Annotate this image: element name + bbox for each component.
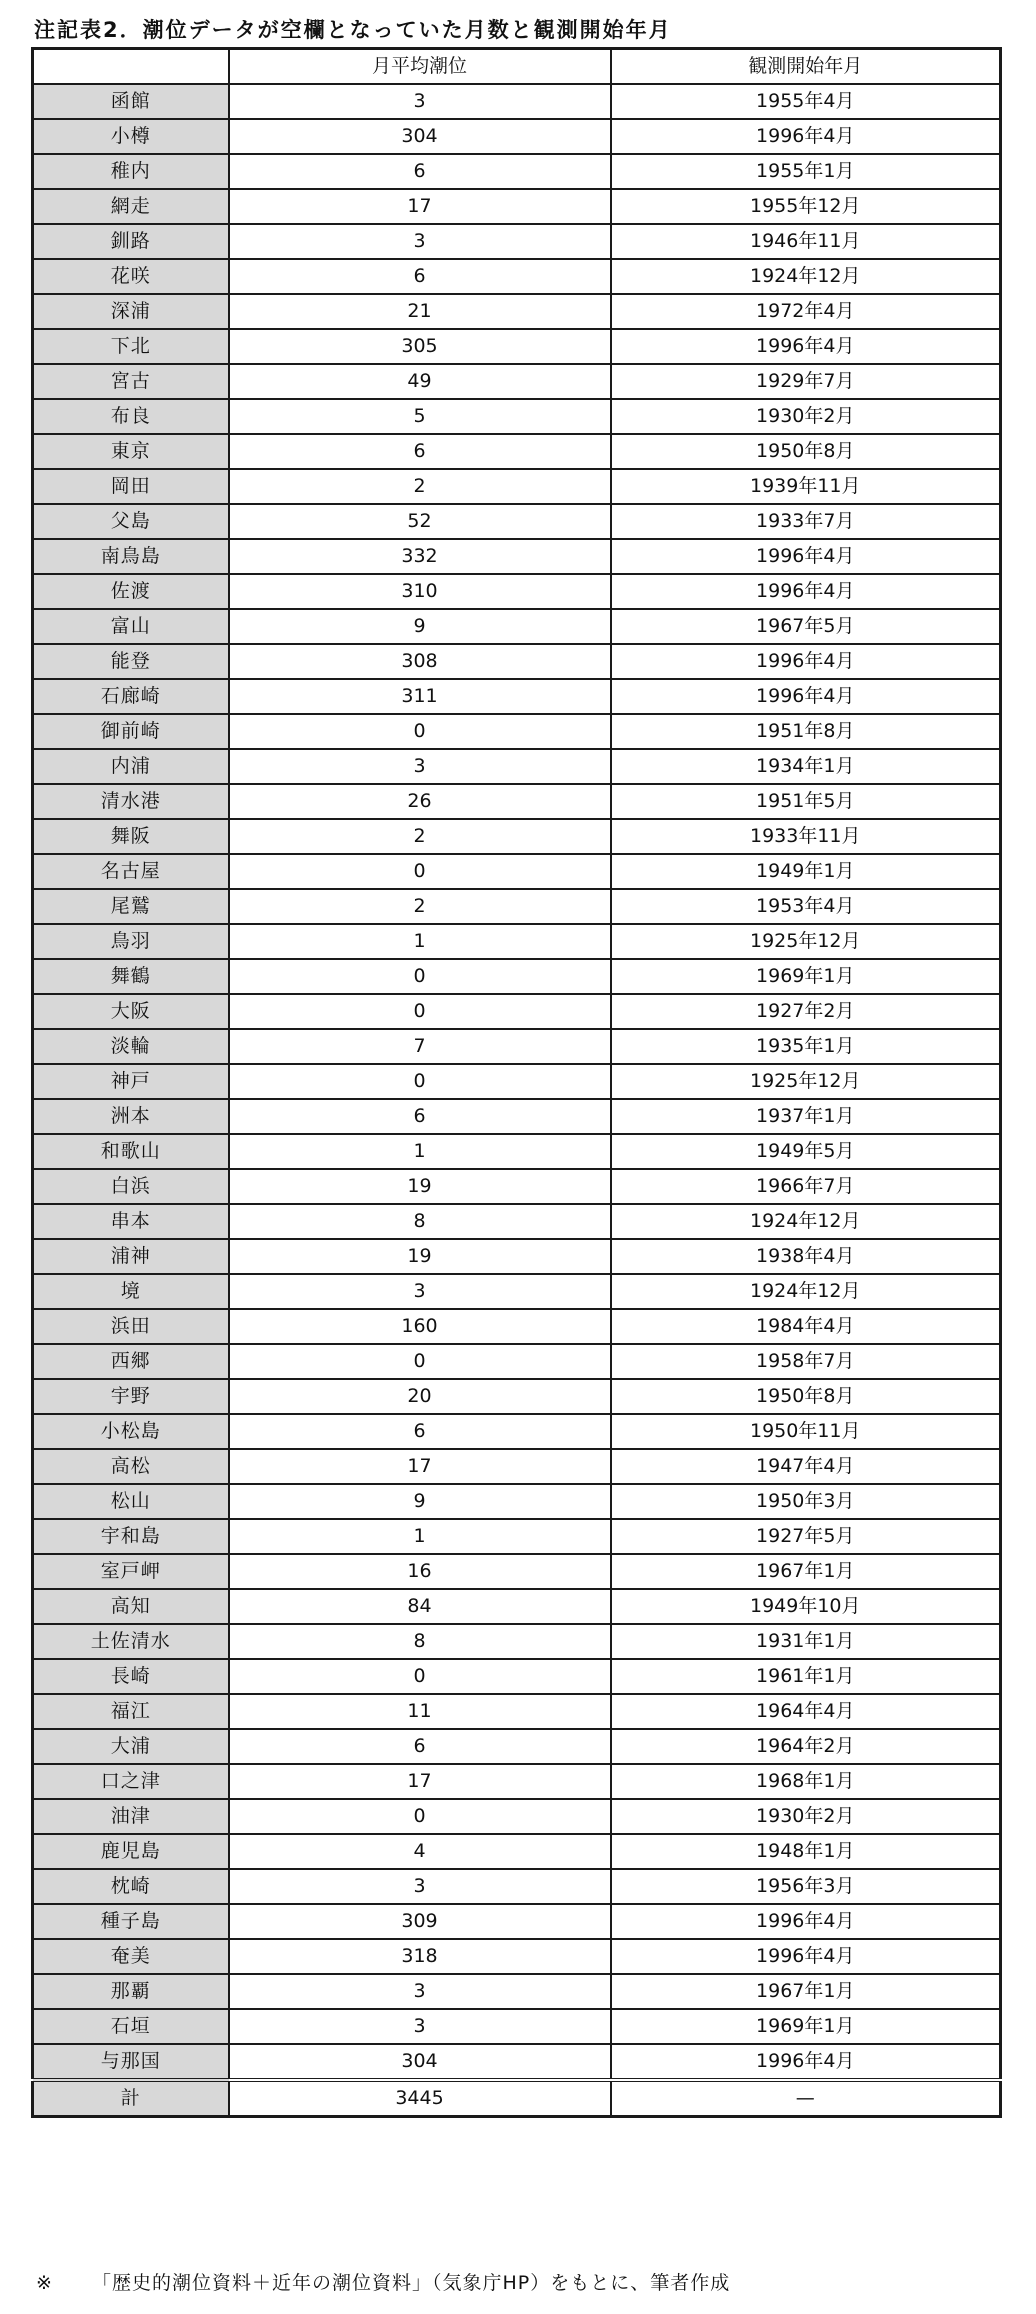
missing-months: 52 — [229, 504, 611, 539]
station-name: 室戸岬 — [33, 1554, 229, 1589]
total-start: — — [611, 2080, 1001, 2117]
station-name: 枕崎 — [33, 1869, 229, 1904]
station-name: 神戸 — [33, 1064, 229, 1099]
observation-start: 1996年4月 — [611, 644, 1001, 679]
observation-start: 1927年2月 — [611, 994, 1001, 1029]
station-name: 高知 — [33, 1589, 229, 1624]
table-container — [31, 47, 999, 2118]
observation-start: 1961年1月 — [611, 1659, 1001, 1694]
station-name: 東京 — [33, 434, 229, 469]
observation-start: 1949年5月 — [611, 1134, 1001, 1169]
observation-start: 1967年1月 — [611, 1974, 1001, 2009]
table-row — [33, 1519, 1001, 1554]
station-name: 浦神 — [33, 1239, 229, 1274]
total-months: 3445 — [229, 2080, 611, 2117]
missing-months: 332 — [229, 539, 611, 574]
observation-start: 1996年4月 — [611, 2044, 1001, 2080]
missing-months: 19 — [229, 1169, 611, 1204]
missing-months: 21 — [229, 294, 611, 329]
observation-start: 1925年12月 — [611, 924, 1001, 959]
table-row — [33, 539, 1001, 574]
observation-start: 1953年4月 — [611, 889, 1001, 924]
observation-start: 1956年3月 — [611, 1869, 1001, 1904]
missing-months: 309 — [229, 1904, 611, 1939]
station-name: 淡輪 — [33, 1029, 229, 1064]
table-row — [33, 434, 1001, 469]
station-name: 御前崎 — [33, 714, 229, 749]
table-row — [33, 1589, 1001, 1624]
observation-start: 1946年11月 — [611, 224, 1001, 259]
missing-months: 9 — [229, 1484, 611, 1519]
station-name: 花咲 — [33, 259, 229, 294]
observation-start: 1933年7月 — [611, 504, 1001, 539]
tide-data-table — [31, 47, 1002, 2118]
station-name: 油津 — [33, 1799, 229, 1834]
observation-start: 1930年2月 — [611, 1799, 1001, 1834]
missing-months: 0 — [229, 1799, 611, 1834]
table-row — [33, 924, 1001, 959]
missing-months: 304 — [229, 2044, 611, 2080]
note-mark: ※ — [36, 2272, 53, 2294]
observation-start: 1950年8月 — [611, 1379, 1001, 1414]
station-name: 能登 — [33, 644, 229, 679]
missing-months: 6 — [229, 1414, 611, 1449]
observation-start: 1948年1月 — [611, 1834, 1001, 1869]
missing-months: 17 — [229, 1764, 611, 1799]
table-row — [33, 1484, 1001, 1519]
table-row — [33, 2009, 1001, 2044]
missing-months: 49 — [229, 364, 611, 399]
missing-months: 11 — [229, 1694, 611, 1729]
header-corner-cell — [33, 49, 229, 85]
observation-start: 1924年12月 — [611, 1274, 1001, 1309]
missing-months: 7 — [229, 1029, 611, 1064]
table-row — [33, 259, 1001, 294]
source-note — [36, 2268, 730, 2295]
observation-start: 1964年2月 — [611, 1729, 1001, 1764]
station-name: 宇野 — [33, 1379, 229, 1414]
observation-start: 1958年7月 — [611, 1344, 1001, 1379]
station-name: 南鳥島 — [33, 539, 229, 574]
table-header — [33, 49, 1001, 85]
station-name: 宮古 — [33, 364, 229, 399]
table-row — [33, 1449, 1001, 1484]
header-row — [33, 49, 1001, 85]
station-name: 稚内 — [33, 154, 229, 189]
observation-start: 1955年1月 — [611, 154, 1001, 189]
observation-start: 1964年4月 — [611, 1694, 1001, 1729]
table-row — [33, 1659, 1001, 1694]
observation-start: 1966年7月 — [611, 1169, 1001, 1204]
missing-months: 3 — [229, 84, 611, 119]
missing-months: 160 — [229, 1309, 611, 1344]
observation-start: 1933年11月 — [611, 819, 1001, 854]
table-row — [33, 504, 1001, 539]
observation-start: 1969年1月 — [611, 959, 1001, 994]
missing-months: 2 — [229, 469, 611, 504]
table-row — [33, 1274, 1001, 1309]
table-row — [33, 1834, 1001, 1869]
table-row — [33, 364, 1001, 399]
table-row — [33, 1344, 1001, 1379]
missing-months: 0 — [229, 854, 611, 889]
station-name: 鳥羽 — [33, 924, 229, 959]
note-text: 「歴史的潮位資料＋近年の潮位資料」（気象庁HP）をもとに、筆者作成 — [92, 2272, 731, 2294]
observation-start: 1967年5月 — [611, 609, 1001, 644]
observation-start: 1927年5月 — [611, 1519, 1001, 1554]
observation-start: 1950年8月 — [611, 434, 1001, 469]
table-row — [33, 1799, 1001, 1834]
station-name: 串本 — [33, 1204, 229, 1239]
table-row — [33, 784, 1001, 819]
table-row — [33, 224, 1001, 259]
station-name: 境 — [33, 1274, 229, 1309]
missing-months: 0 — [229, 714, 611, 749]
missing-months: 1 — [229, 1134, 611, 1169]
station-name: 名古屋 — [33, 854, 229, 889]
missing-months: 84 — [229, 1589, 611, 1624]
observation-start: 1937年1月 — [611, 1099, 1001, 1134]
table-row — [33, 294, 1001, 329]
table-row — [33, 1974, 1001, 2009]
station-name: 釧路 — [33, 224, 229, 259]
missing-months: 3 — [229, 1974, 611, 2009]
station-name: 和歌山 — [33, 1134, 229, 1169]
observation-start: 1955年4月 — [611, 84, 1001, 119]
station-name: 鹿児島 — [33, 1834, 229, 1869]
missing-months: 0 — [229, 959, 611, 994]
table-row — [33, 889, 1001, 924]
missing-months: 9 — [229, 609, 611, 644]
missing-months: 6 — [229, 154, 611, 189]
station-name: 内浦 — [33, 749, 229, 784]
observation-start: 1930年2月 — [611, 399, 1001, 434]
observation-start: 1996年4月 — [611, 329, 1001, 364]
table-row — [33, 1169, 1001, 1204]
table-row — [33, 574, 1001, 609]
missing-months: 304 — [229, 119, 611, 154]
missing-months: 2 — [229, 889, 611, 924]
table-row — [33, 189, 1001, 224]
missing-months: 26 — [229, 784, 611, 819]
station-name: 土佐清水 — [33, 1624, 229, 1659]
missing-months: 0 — [229, 1659, 611, 1694]
observation-start: 1935年1月 — [611, 1029, 1001, 1064]
missing-months: 2 — [229, 819, 611, 854]
missing-months: 4 — [229, 1834, 611, 1869]
station-name: 種子島 — [33, 1904, 229, 1939]
missing-months: 1 — [229, 924, 611, 959]
header-monthly-mean: 月平均潮位 — [229, 49, 611, 85]
table-row — [33, 994, 1001, 1029]
observation-start: 1929年7月 — [611, 364, 1001, 399]
observation-start: 1984年4月 — [611, 1309, 1001, 1344]
table-row — [33, 854, 1001, 889]
missing-months: 3 — [229, 1274, 611, 1309]
station-name: 小松島 — [33, 1414, 229, 1449]
observation-start: 1949年1月 — [611, 854, 1001, 889]
table-row — [33, 1729, 1001, 1764]
missing-months: 305 — [229, 329, 611, 364]
missing-months: 1 — [229, 1519, 611, 1554]
station-name: 宇和島 — [33, 1519, 229, 1554]
table-row — [33, 609, 1001, 644]
observation-start: 1996年4月 — [611, 539, 1001, 574]
station-name: 松山 — [33, 1484, 229, 1519]
station-name: 大浦 — [33, 1729, 229, 1764]
table-row — [33, 1379, 1001, 1414]
observation-start: 1950年3月 — [611, 1484, 1001, 1519]
observation-start: 1972年4月 — [611, 294, 1001, 329]
missing-months: 0 — [229, 994, 611, 1029]
table-row — [33, 1904, 1001, 1939]
observation-start: 1967年1月 — [611, 1554, 1001, 1589]
station-name: 岡田 — [33, 469, 229, 504]
table-body — [33, 84, 1001, 2080]
station-name: 与那国 — [33, 2044, 229, 2080]
table-row — [33, 1064, 1001, 1099]
observation-start: 1996年4月 — [611, 574, 1001, 609]
table-row — [33, 119, 1001, 154]
table-row — [33, 1204, 1001, 1239]
missing-months: 311 — [229, 679, 611, 714]
station-name: 長崎 — [33, 1659, 229, 1694]
observation-start: 1939年11月 — [611, 469, 1001, 504]
station-name: 浜田 — [33, 1309, 229, 1344]
missing-months: 3 — [229, 224, 611, 259]
station-name: 富山 — [33, 609, 229, 644]
observation-start: 1996年4月 — [611, 119, 1001, 154]
table-row — [33, 399, 1001, 434]
station-name: 佐渡 — [33, 574, 229, 609]
table-row — [33, 329, 1001, 364]
missing-months: 5 — [229, 399, 611, 434]
missing-months: 0 — [229, 1344, 611, 1379]
table-row — [33, 1239, 1001, 1274]
table-row — [33, 154, 1001, 189]
missing-months: 6 — [229, 259, 611, 294]
observation-start: 1938年4月 — [611, 1239, 1001, 1274]
missing-months: 20 — [229, 1379, 611, 1414]
station-name: 尾鷲 — [33, 889, 229, 924]
missing-months: 8 — [229, 1624, 611, 1659]
observation-start: 1951年5月 — [611, 784, 1001, 819]
station-name: 舞鶴 — [33, 959, 229, 994]
observation-start: 1969年1月 — [611, 2009, 1001, 2044]
observation-start: 1955年12月 — [611, 189, 1001, 224]
observation-start: 1934年1月 — [611, 749, 1001, 784]
observation-start: 1996年4月 — [611, 1904, 1001, 1939]
table-row — [33, 749, 1001, 784]
table-row — [33, 819, 1001, 854]
missing-months: 3 — [229, 1869, 611, 1904]
table-caption: 注記表2．潮位データが空欄となっていた月数と観測開始年月 — [34, 18, 672, 42]
missing-months: 3 — [229, 749, 611, 784]
station-name: 下北 — [33, 329, 229, 364]
missing-months: 308 — [229, 644, 611, 679]
station-name: 福江 — [33, 1694, 229, 1729]
missing-months: 17 — [229, 1449, 611, 1484]
total-label: 計 — [33, 2080, 229, 2117]
missing-months: 6 — [229, 1729, 611, 1764]
observation-start: 1951年8月 — [611, 714, 1001, 749]
station-name: 舞阪 — [33, 819, 229, 854]
table-row — [33, 1309, 1001, 1344]
table-row — [33, 1624, 1001, 1659]
header-observation-start: 観測開始年月 — [611, 49, 1001, 85]
total-row — [33, 2080, 1001, 2117]
observation-start: 1996年4月 — [611, 679, 1001, 714]
missing-months: 17 — [229, 189, 611, 224]
table-row — [33, 469, 1001, 504]
observation-start: 1924年12月 — [611, 259, 1001, 294]
station-name: 網走 — [33, 189, 229, 224]
station-name: 父島 — [33, 504, 229, 539]
observation-start: 1949年10月 — [611, 1589, 1001, 1624]
observation-start: 1947年4月 — [611, 1449, 1001, 1484]
table-row — [33, 1099, 1001, 1134]
table-row — [33, 84, 1001, 119]
station-name: 洲本 — [33, 1099, 229, 1134]
table-footer — [33, 2080, 1001, 2117]
table-row — [33, 1869, 1001, 1904]
observation-start: 1968年1月 — [611, 1764, 1001, 1799]
station-name: 小樽 — [33, 119, 229, 154]
table-row — [33, 1414, 1001, 1449]
missing-months: 8 — [229, 1204, 611, 1239]
table-row — [33, 959, 1001, 994]
table-row — [33, 2044, 1001, 2080]
station-name: 白浜 — [33, 1169, 229, 1204]
table-row — [33, 679, 1001, 714]
missing-months: 16 — [229, 1554, 611, 1589]
station-name: 高松 — [33, 1449, 229, 1484]
table-row — [33, 1029, 1001, 1064]
station-name: 清水港 — [33, 784, 229, 819]
observation-start: 1925年12月 — [611, 1064, 1001, 1099]
missing-months: 3 — [229, 2009, 611, 2044]
table-row — [33, 644, 1001, 679]
missing-months: 0 — [229, 1064, 611, 1099]
observation-start: 1996年4月 — [611, 1939, 1001, 1974]
table-row — [33, 1554, 1001, 1589]
station-name: 深浦 — [33, 294, 229, 329]
table-row — [33, 1939, 1001, 1974]
missing-months: 310 — [229, 574, 611, 609]
observation-start: 1924年12月 — [611, 1204, 1001, 1239]
station-name: 石廊崎 — [33, 679, 229, 714]
station-name: 口之津 — [33, 1764, 229, 1799]
table-row — [33, 1764, 1001, 1799]
observation-start: 1950年11月 — [611, 1414, 1001, 1449]
station-name: 西郷 — [33, 1344, 229, 1379]
station-name: 奄美 — [33, 1939, 229, 1974]
table-row — [33, 714, 1001, 749]
missing-months: 6 — [229, 434, 611, 469]
missing-months: 6 — [229, 1099, 611, 1134]
station-name: 那覇 — [33, 1974, 229, 2009]
station-name: 大阪 — [33, 994, 229, 1029]
table-row — [33, 1694, 1001, 1729]
table-row — [33, 1134, 1001, 1169]
missing-months: 19 — [229, 1239, 611, 1274]
observation-start: 1931年1月 — [611, 1624, 1001, 1659]
station-name: 布良 — [33, 399, 229, 434]
station-name: 函館 — [33, 84, 229, 119]
station-name: 石垣 — [33, 2009, 229, 2044]
missing-months: 318 — [229, 1939, 611, 1974]
